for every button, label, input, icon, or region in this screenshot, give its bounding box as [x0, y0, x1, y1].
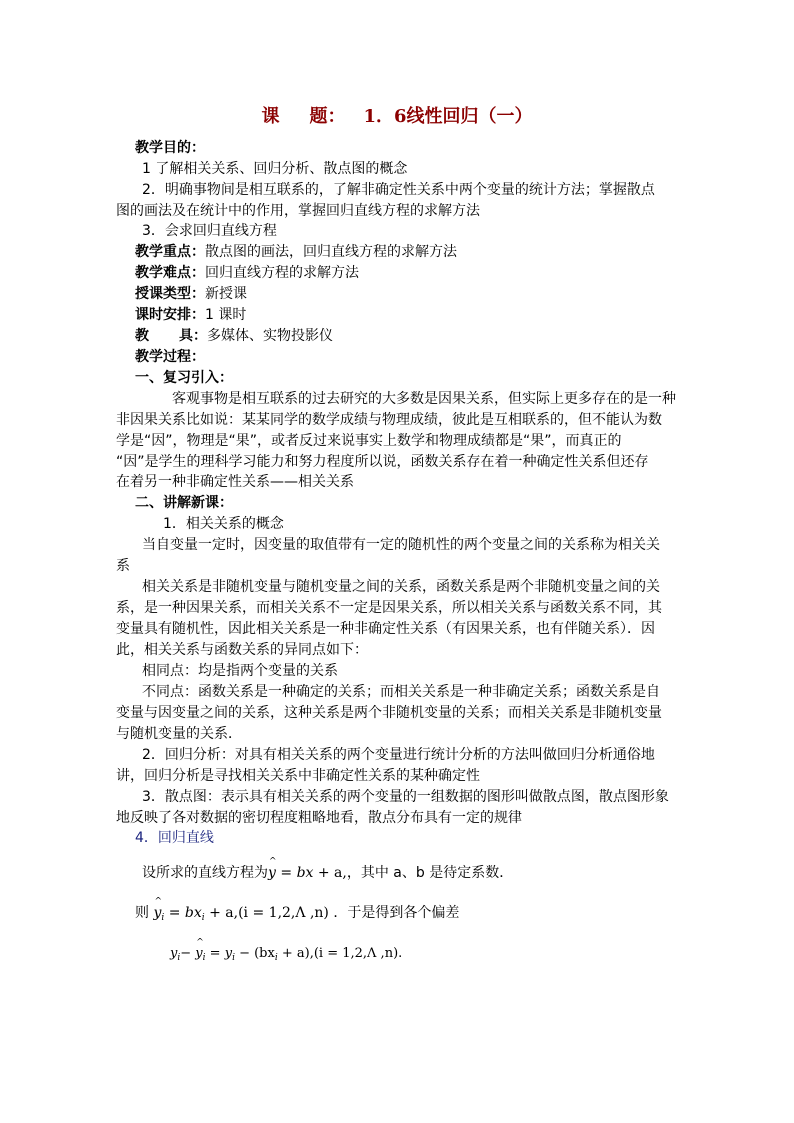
- goal-item-2b: 图的画法及在统计中的作用，掌握回归直线方程的求解方法: [116, 203, 480, 219]
- class-type-row: [135, 284, 247, 304]
- para-2d: 此，相关关系与函数关系的异同点如下：: [116, 642, 368, 658]
- regression-equation: [268, 865, 347, 881]
- yi: y: [170, 946, 178, 961]
- section-2a: 2．回归分析：对具有相关关系的两个变量进行统计分析的方法叫做回归分析通俗地: [142, 747, 655, 763]
- schedule-label: 课时安排：: [135, 307, 205, 323]
- class-type-label: 授课类型：: [135, 286, 205, 302]
- review-line-4: “因”是学生的理科学习能力和努力程度所以说，函数关系存在着一种确定性关系但还存: [116, 454, 649, 470]
- eq1-prefix: 设所求的直线方程为: [142, 865, 268, 881]
- index-i-2: i: [201, 913, 205, 923]
- page-title: [0, 104, 794, 130]
- key-point-value: 散点图的画法，回归直线方程的求解方法: [205, 244, 457, 260]
- tools-row: [135, 326, 333, 346]
- para-2a: 相关关系是非随机变量与随机变量之间的关系，函数关系是两个非随机变量之间的关: [142, 579, 660, 595]
- review-line-2: 非因果关系比如说：某某同学的数学成绩与物理成绩，彼此是互相联系的，但不能认为数: [116, 412, 662, 428]
- index-range: (i = 1,2,Λ ,n): [238, 905, 329, 921]
- eq2-suffix: ．于是得到各个偏差: [333, 905, 460, 921]
- title-text: 1．6线性回归（一）: [363, 106, 533, 127]
- goal-item-1: 1 了解相关关系、回归分析、散点图的概念: [142, 161, 408, 177]
- title-label: 课: [261, 106, 280, 127]
- y-hat: ^ y: [268, 863, 276, 883]
- diff-points-a: 不同点：函数关系是一种确定的关系；而相关关系是一种非确定关系；函数关系是自: [142, 684, 660, 700]
- eq-sign: =: [275, 865, 297, 881]
- plus-a-range: + a),(i = 1,2,Λ ,n).: [277, 946, 403, 961]
- idx-a: i: [177, 953, 181, 963]
- idx-d: i: [274, 953, 278, 963]
- eq2-prefix: 则: [135, 905, 149, 921]
- section-3a: 3．散点图：表示具有相关关系的两个变量的一组数据的图形叫做散点图，散点图形象: [142, 789, 669, 805]
- tools-label-2: 具：: [179, 328, 207, 344]
- yi-hat: ^ y: [153, 903, 161, 923]
- bx-term: bx: [296, 865, 314, 881]
- fitted-values-equation: [153, 905, 328, 921]
- new-lesson-heading: 二、讲解新课：: [135, 495, 233, 511]
- yi-hat-2: ^ y: [195, 944, 202, 964]
- idx-c: i: [232, 953, 235, 963]
- plus-a-term-2: + a,: [204, 905, 239, 921]
- review-line-1: 客观事物是相互联系的过去研究的大多数是因果关系，但实际上更多存在的是一种: [172, 391, 676, 407]
- section-1-heading: 1．相关关系的概念: [163, 516, 284, 532]
- para-1a: 当自变量一定时，因变量的取值带有一定的随机性的两个变量之间的关系称为相关关: [142, 537, 660, 553]
- index-i: i: [161, 913, 165, 923]
- difficulty-row: [135, 263, 359, 283]
- tools-label-1: 教: [135, 328, 149, 344]
- minus-sign: −: [180, 946, 196, 961]
- difficulty-value: 回归直线方程的求解方法: [205, 265, 359, 281]
- difficulty-label: 教学难点：: [135, 265, 205, 281]
- bx-term-2: bx: [184, 905, 202, 921]
- same-points: 相同点：均是指两个变量的关系: [142, 663, 338, 679]
- eq1-suffix: ，其中 a、b 是待定系数．: [346, 865, 514, 881]
- section-4-heading: 4．回归直线: [135, 830, 214, 846]
- idx-b: i: [202, 953, 206, 963]
- key-point-row: [135, 242, 457, 262]
- section-2b: 讲，回归分析是寻找相关关系中非确定性关系的某种确定性: [116, 768, 480, 784]
- review-heading: 一、复习引入：: [135, 370, 233, 386]
- key-point-label: 教学重点：: [135, 244, 205, 260]
- para-2b: 系，是一种因果关系，而相关关系不一定是因果关系，所以相关关系与函数关系不同，其: [116, 600, 662, 616]
- equation-2-row: [135, 903, 459, 928]
- diff-points-b: 变量与因变量之间的关系，这种关系是两个非随机变量的关系；而相关关系是非随机变量: [116, 705, 662, 721]
- diff-points-c: 与随机变量的关系．: [116, 726, 242, 742]
- review-line-3: 学是“因”，物理是“果”，或者反过来说事实上数学和物理成绩都是“果”，而真正的: [116, 433, 622, 449]
- section-3b: 地反映了各对数据的密切程度粗略地看，散点分布具有一定的规律: [116, 810, 522, 826]
- goals-heading: 教学目的：: [135, 140, 205, 156]
- plus-a-term: + a,: [313, 865, 347, 881]
- class-type-value: 新授课: [205, 286, 247, 302]
- schedule-row: [135, 305, 246, 325]
- eq-sign-3: =: [205, 946, 225, 961]
- minus-bx: − (bx: [234, 946, 275, 961]
- process-label: 教学过程：: [135, 349, 205, 365]
- equation-1-row: [142, 863, 513, 883]
- deviation-formula: [170, 946, 402, 961]
- tools-value: 多媒体、实物投影仪: [207, 328, 333, 344]
- para-2c: 变量具有随机性，因此相关关系是一种非确定性关系（有因果关系，也有伴随关系）．因: [116, 621, 655, 637]
- goal-item-3: 3．会求回归直线方程: [142, 223, 277, 239]
- schedule-value: 1 课时: [205, 307, 247, 323]
- yi-2: y: [224, 946, 233, 961]
- eq-sign-2: =: [164, 905, 185, 921]
- title-label-2: 题：: [309, 106, 346, 127]
- review-line-5: 在着另一种非确定性关系——相关关系: [116, 474, 354, 490]
- goal-item-2a: 2．明确事物间是相互联系的，了解非确定性关系中两个变量的统计方法；掌握散点: [142, 182, 655, 198]
- deviation-equation: [170, 944, 402, 968]
- para-1b: 系: [116, 558, 130, 574]
